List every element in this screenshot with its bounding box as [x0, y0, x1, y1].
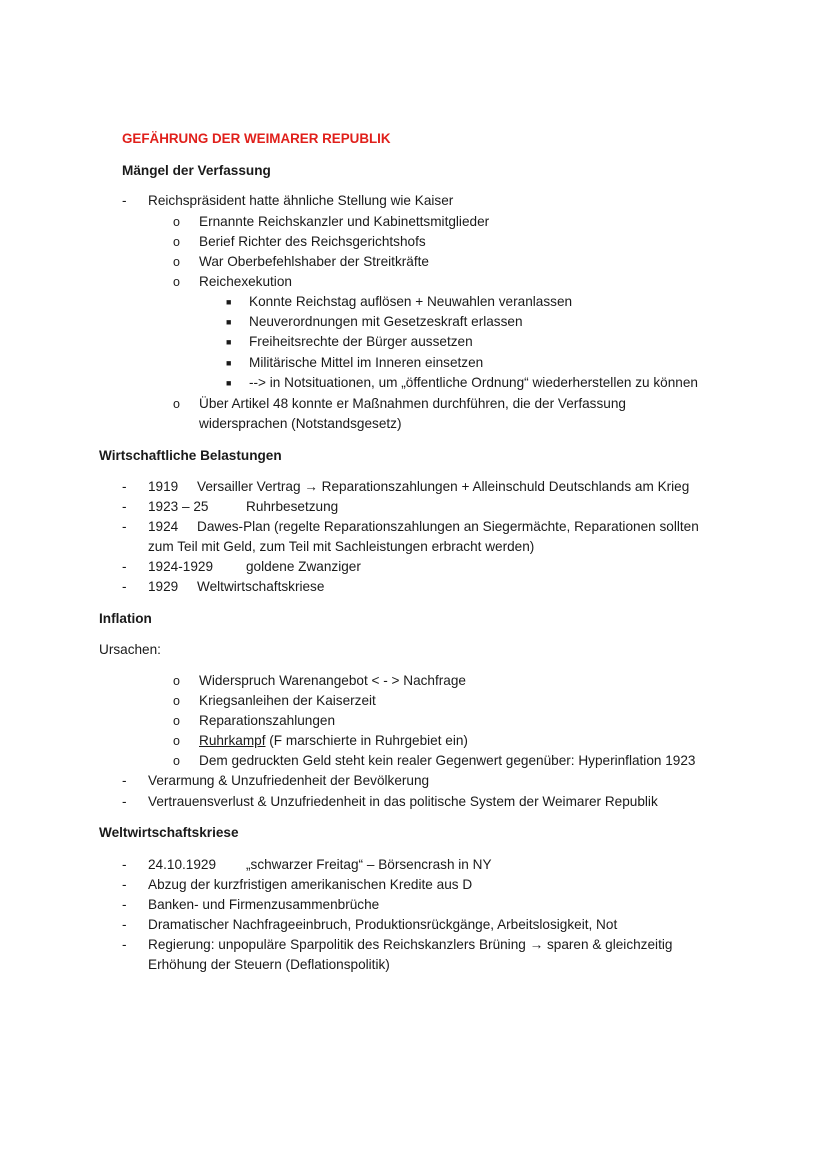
list-item: Banken- und Firmenzusammenbrüche: [148, 897, 380, 912]
square-bullet-icon: ■: [226, 317, 232, 327]
item-text: Reparationszahlungen + Alleinschuld Deutschlands am Krieg: [321, 479, 690, 494]
year-label: 1924-1929: [148, 559, 214, 574]
section-heading-inflation: Inflation: [99, 611, 152, 626]
square-bullet-icon: ■: [226, 358, 232, 368]
section-heading-weltwirtschaftskriese: Weltwirtschaftskriese: [99, 825, 239, 840]
circle-bullet-icon: o: [173, 754, 180, 768]
dash-bullet: -: [122, 193, 127, 208]
document-title: GEFÄHRUNG DER WEIMARER REPUBLIK: [122, 131, 391, 146]
year-label: 1923 – 25: [148, 499, 209, 514]
year-label: 1919: [148, 479, 179, 494]
year-label: 1924: [148, 519, 179, 534]
circle-bullet-icon: o: [173, 674, 180, 688]
date-label: 24.10.1929: [148, 857, 217, 872]
list-item: Dem gedruckten Geld steht kein realer Gegenwert gegenüber: Hyperinflation 1923: [199, 753, 696, 768]
dash-bullet: -: [122, 559, 127, 574]
circle-bullet-icon: o: [173, 714, 180, 728]
list-item: Reichexekution: [199, 274, 292, 289]
dash-bullet: -: [122, 499, 127, 514]
square-bullet-icon: ■: [226, 337, 232, 347]
item-text: sparen & gleichzeitig: [546, 937, 673, 952]
ruhrkampf-link[interactable]: Ruhrkampf: [199, 733, 266, 748]
dash-bullet: -: [122, 579, 127, 594]
dash-bullet: -: [122, 937, 127, 952]
arrow-icon: →: [304, 479, 318, 494]
dash-bullet: -: [122, 519, 127, 534]
item-text: Dawes-Plan (regelte Reparationszahlungen an Siegermächte, Reparationen sollten: [197, 519, 699, 534]
dash-bullet: -: [122, 773, 127, 788]
item-text: „schwarzer Freitag“ – Börsencrash in NY: [246, 857, 492, 872]
list-item: Konnte Reichstag auflösen + Neuwahlen veranlassen: [249, 294, 573, 309]
dash-bullet: -: [122, 917, 127, 932]
list-item: [148, 517, 699, 537]
square-bullet-icon: ■: [226, 378, 232, 388]
section-heading-wirtschaft: Wirtschaftliche Belastungen: [99, 448, 282, 463]
list-item: War Oberbefehlshaber der Streitkräfte: [199, 254, 429, 269]
circle-bullet-icon: o: [173, 397, 180, 411]
circle-bullet-icon: o: [173, 255, 180, 269]
circle-bullet-icon: o: [173, 694, 180, 708]
item-text: Versailler Vertrag: [197, 479, 301, 494]
list-item: Dramatischer Nachfrageeinbruch, Produktionsrückgänge, Arbeitslosigkeit, Not: [148, 917, 618, 932]
list-item-continuation: zum Teil mit Geld, zum Teil mit Sachleistungen erbracht werden): [148, 539, 535, 554]
arrow-icon: →: [529, 937, 544, 952]
list-item: [148, 557, 361, 577]
item-text: goldene Zwanziger: [246, 559, 361, 574]
circle-bullet-icon: o: [173, 275, 180, 289]
year-label: 1929: [148, 579, 179, 594]
circle-bullet-icon: o: [173, 215, 180, 229]
subheading-ursachen: Ursachen:: [99, 642, 161, 657]
list-item: [199, 731, 468, 751]
list-item: Freiheitsrechte der Bürger aussetzen: [249, 334, 473, 349]
dash-bullet: -: [122, 857, 127, 872]
list-item: Kriegsanleihen der Kaiserzeit: [199, 693, 376, 708]
list-item: Reparationszahlungen: [199, 713, 336, 728]
list-item: Militärische Mittel im Inneren einsetzen: [249, 355, 484, 370]
item-text: Ruhrbesetzung: [246, 499, 339, 514]
section-heading-verfassung: Mängel der Verfassung: [122, 163, 271, 178]
dash-bullet: -: [122, 479, 127, 494]
list-item: --> in Notsituationen, um „öffentliche Ordnung“ wiederherstellen zu können: [249, 375, 698, 390]
list-item: [148, 577, 324, 597]
list-item: [148, 477, 689, 497]
list-item: [148, 855, 492, 875]
list-item: [148, 935, 672, 955]
item-text: (F marschierte in Ruhrgebiet ein): [265, 733, 468, 748]
dash-bullet: -: [122, 897, 127, 912]
list-item: Abzug der kurzfristigen amerikanischen Kredite aus D: [148, 877, 473, 892]
list-item: Reichspräsident hatte ähnliche Stellung wie Kaiser: [148, 193, 454, 208]
list-item: Berief Richter des Reichsgerichtshofs: [199, 234, 426, 249]
item-text: Regierung: unpopuläre Sparpolitik des Reichskanzlers Brüning: [148, 937, 526, 952]
list-item: Widerspruch Warenangebot < - > Nachfrage: [199, 673, 466, 688]
circle-bullet-icon: o: [173, 734, 180, 748]
list-item: [148, 497, 338, 517]
square-bullet-icon: ■: [226, 297, 232, 307]
list-item: Vertrauensverlust & Unzufriedenheit in das politische System der Weimarer Republik: [148, 794, 658, 809]
dash-bullet: -: [122, 877, 127, 892]
list-item: Verarmung & Unzufriedenheit der Bevölkerung: [148, 773, 430, 788]
list-item-continuation: Erhöhung der Steuern (Deflationspolitik): [148, 957, 390, 972]
list-item: Ernannte Reichskanzler und Kabinettsmitglieder: [199, 214, 490, 229]
circle-bullet-icon: o: [173, 235, 180, 249]
item-text: Weltwirtschaftskriese: [197, 579, 325, 594]
list-item-continuation: widersprachen (Notstandsgesetz): [199, 416, 402, 431]
list-item: Über Artikel 48 konnte er Maßnahmen durchführen, die der Verfassung: [199, 396, 626, 411]
list-item: Neuverordnungen mit Gesetzeskraft erlassen: [249, 314, 523, 329]
dash-bullet: -: [122, 794, 127, 809]
